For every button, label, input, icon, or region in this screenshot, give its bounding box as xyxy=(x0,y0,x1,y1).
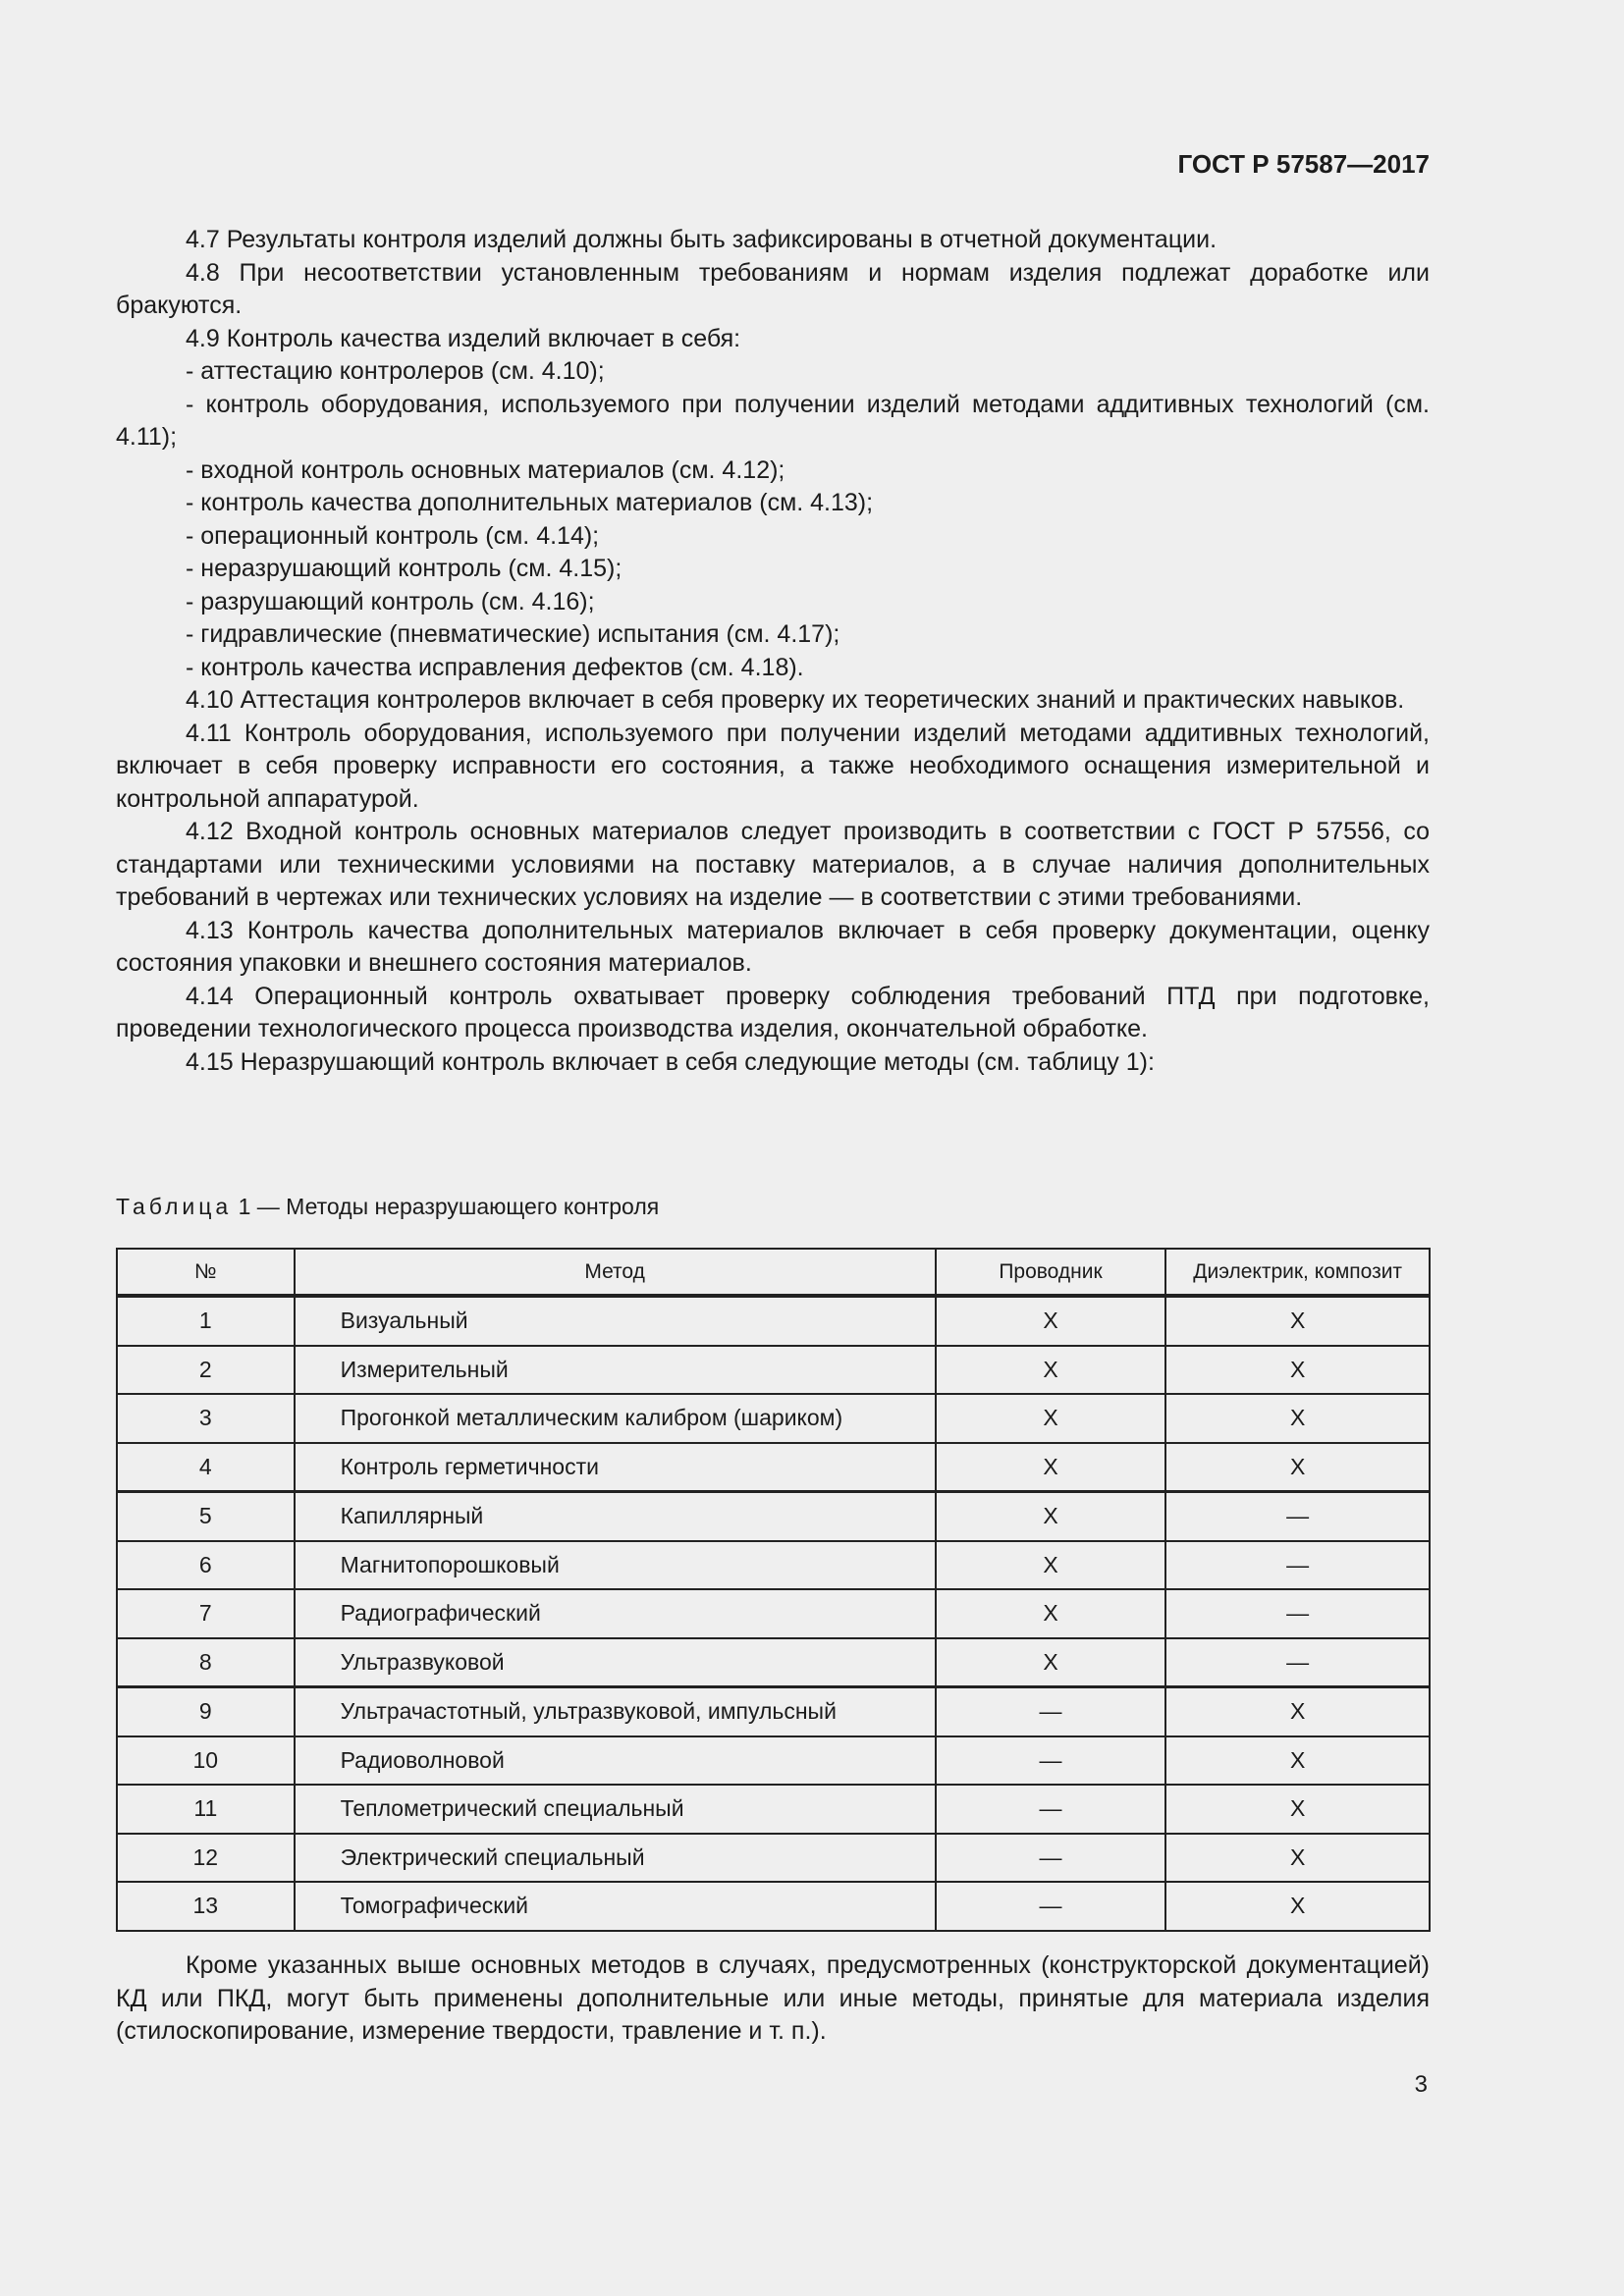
header-number: № xyxy=(117,1249,295,1296)
cell-conductor: Х xyxy=(936,1296,1166,1346)
cell-conductor: Х xyxy=(936,1638,1166,1687)
table-row xyxy=(117,1882,1430,1931)
table-row xyxy=(117,1394,1430,1443)
table-caption-word: Таблица xyxy=(116,1194,233,1219)
header-conductor: Проводник xyxy=(936,1249,1166,1296)
body-text xyxy=(116,224,1430,1079)
cell-method: Визуальный xyxy=(295,1296,936,1346)
paragraph-4-7: 4.7 Результаты контроля изделий должны быть зафиксированы в отчетной документации. xyxy=(186,226,1218,253)
page-number: 3 xyxy=(1414,2071,1428,2098)
cell-number: 13 xyxy=(117,1882,295,1931)
cell-method: Ультразвуковой xyxy=(295,1638,936,1687)
header-dielectric: Диэлектрик, композит xyxy=(1165,1249,1430,1296)
cell-conductor: Х xyxy=(936,1541,1166,1590)
list-item: - разрушающий контроль (см. 4.16); xyxy=(186,587,595,615)
cell-conductor: Х xyxy=(936,1346,1166,1395)
table-body xyxy=(117,1296,1430,1931)
cell-conductor: Х xyxy=(936,1443,1166,1492)
header-method: Метод xyxy=(295,1249,936,1296)
table-row xyxy=(117,1346,1430,1395)
methods-table xyxy=(116,1248,1431,1932)
cell-dielectric: — xyxy=(1165,1638,1430,1687)
paragraph-4-9: 4.9 Контроль качества изделий включает в себя: xyxy=(186,324,741,352)
list-item: - контроль качества дополнительных материалов (см. 4.13); xyxy=(186,489,874,516)
table-row xyxy=(117,1785,1430,1834)
table-caption-title: 1 — Методы неразрушающего контроля xyxy=(232,1194,660,1219)
after-table-paragraph xyxy=(116,1949,1430,2049)
cell-number: 8 xyxy=(117,1638,295,1687)
list-item: - операционный контроль (см. 4.14); xyxy=(186,521,600,550)
cell-conductor: Х xyxy=(936,1589,1166,1638)
cell-dielectric: Х xyxy=(1165,1394,1430,1443)
table-row xyxy=(117,1443,1430,1492)
cell-conductor: Х xyxy=(936,1394,1166,1443)
cell-number: 3 xyxy=(117,1394,295,1443)
cell-number: 4 xyxy=(117,1443,295,1492)
paragraph-4-14: 4.14 Операционный контроль охватывает проверку соблюдения требований ПТД при подготовке, проведении технологического процесса производства изделия, окончательной обработке. xyxy=(116,982,1430,1042)
cell-conductor: — xyxy=(936,1882,1166,1931)
cell-conductor: — xyxy=(936,1785,1166,1834)
cell-number: 11 xyxy=(117,1785,295,1834)
cell-method: Прогонкой металлическим калибром (шариком) xyxy=(295,1394,936,1443)
table-row xyxy=(117,1638,1430,1687)
table-row xyxy=(117,1687,1430,1736)
cell-method: Радиоволновой xyxy=(295,1736,936,1786)
table-caption xyxy=(116,1194,659,1220)
cell-dielectric: Х xyxy=(1165,1296,1430,1346)
table-row xyxy=(117,1492,1430,1541)
list-item: - аттестацию контролеров (см. 4.10); xyxy=(186,357,605,385)
table-row xyxy=(117,1736,1430,1786)
cell-dielectric: — xyxy=(1165,1589,1430,1638)
cell-dielectric: Х xyxy=(1165,1687,1430,1736)
table-row xyxy=(117,1834,1430,1883)
cell-number: 5 xyxy=(117,1492,295,1541)
table-row xyxy=(117,1589,1430,1638)
list-item: - неразрушающий контроль (см. 4.15); xyxy=(186,555,623,582)
cell-number: 6 xyxy=(117,1541,295,1590)
list-item: - гидравлические (пневматические) испытания (см. 4.17); xyxy=(186,620,840,648)
cell-dielectric: Х xyxy=(1165,1443,1430,1492)
cell-dielectric: Х xyxy=(1165,1785,1430,1834)
cell-method: Томографический xyxy=(295,1882,936,1931)
paragraph-additional-methods: Кроме указанных выше основных методов в случаях, предусмотренных (конструкторской документацией) КД или ПКД, могут быть применены дополнительные или иные методы, принятые для материала изделия (стилоскопирование, измерение твердости, травление и т. п.). xyxy=(116,1951,1430,2045)
cell-dielectric: Х xyxy=(1165,1736,1430,1786)
cell-dielectric: Х xyxy=(1165,1882,1430,1931)
cell-dielectric: — xyxy=(1165,1492,1430,1541)
cell-method: Радиографический xyxy=(295,1589,936,1638)
list-item: - контроль качества исправления дефектов (см. 4.18). xyxy=(186,653,804,681)
document-header: ГОСТ Р 57587—2017 xyxy=(1177,149,1430,179)
cell-number: 7 xyxy=(117,1589,295,1638)
cell-method: Электрический специальный xyxy=(295,1834,936,1883)
cell-method: Капиллярный xyxy=(295,1492,936,1541)
table-row xyxy=(117,1541,1430,1590)
cell-number: 2 xyxy=(117,1346,295,1395)
cell-method: Контроль герметичности xyxy=(295,1443,936,1492)
cell-dielectric: — xyxy=(1165,1541,1430,1590)
cell-number: 9 xyxy=(117,1687,295,1736)
paragraph-4-15: 4.15 Неразрушающий контроль включает в себя следующие методы (см. таблицу 1): xyxy=(186,1047,1155,1076)
table-row xyxy=(117,1296,1430,1346)
cell-conductor: Х xyxy=(936,1492,1166,1541)
cell-conductor: — xyxy=(936,1834,1166,1883)
table-header-row xyxy=(117,1249,1430,1296)
paragraph-4-12: 4.12 Входной контроль основных материалов следует производить в соответствии с ГОСТ Р 57556, со стандартами или техническими условиями на поставку материалов, а в случае наличия дополнительных требований в чертежах или технических условиях на изделие — в соответствии с этими требованиями. xyxy=(116,818,1430,911)
paragraph-4-8: 4.8 При несоответствии установленным требованиям и нормам изделия подлежат доработке или бракуются. xyxy=(116,258,1430,319)
cell-method: Магнитопорошковый xyxy=(295,1541,936,1590)
paragraph-4-10: 4.10 Аттестация контролеров включает в себя проверку их теоретических знаний и практических навыков. xyxy=(186,686,1405,714)
cell-number: 1 xyxy=(117,1296,295,1346)
paragraph-4-13: 4.13 Контроль качества дополнительных материалов включает в себя проверку документации, оценку состояния упаковки и внешнего состояния материалов. xyxy=(116,916,1430,977)
list-item: - контроль оборудования, используемого при получении изделий методами аддитивных технологий (см. 4.11); xyxy=(116,390,1430,451)
cell-number: 12 xyxy=(117,1834,295,1883)
list-item: - входной контроль основных материалов (см. 4.12); xyxy=(186,455,785,484)
cell-dielectric: Х xyxy=(1165,1834,1430,1883)
paragraph-4-11: 4.11 Контроль оборудования, используемого при получении изделий методами аддитивных технологий, включает в себя проверку исправности его состояния, а также необходимого оснащения измерительной и контрольной аппаратурой. xyxy=(116,719,1430,813)
cell-dielectric: Х xyxy=(1165,1346,1430,1395)
cell-method: Измерительный xyxy=(295,1346,936,1395)
cell-conductor: — xyxy=(936,1736,1166,1786)
cell-method: Теплометрический специальный xyxy=(295,1785,936,1834)
cell-number: 10 xyxy=(117,1736,295,1786)
cell-conductor: — xyxy=(936,1687,1166,1736)
cell-method: Ультрачастотный, ультразвуковой, импульсный xyxy=(295,1687,936,1736)
